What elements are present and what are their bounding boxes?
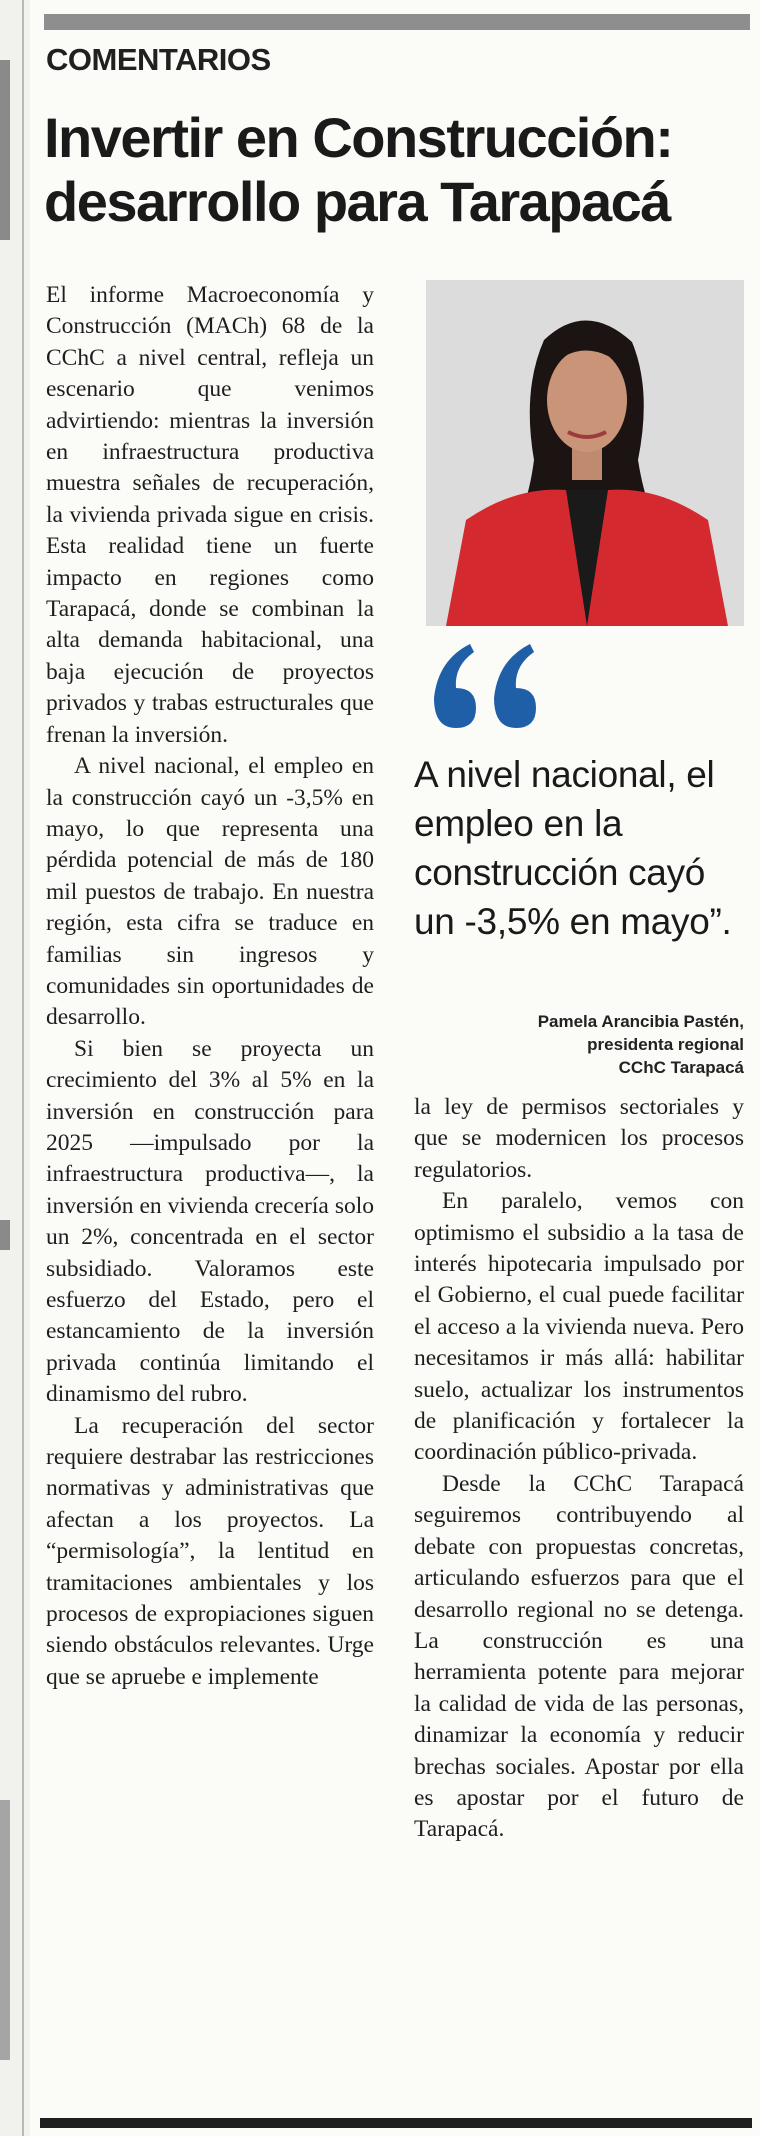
adjacent-page-fragment — [0, 1220, 10, 1250]
column-rule — [22, 0, 24, 2136]
author-name: Pamela Arancibia Pastén, — [537, 1012, 744, 1031]
headline-line-1: Invertir en Construcción: — [44, 106, 673, 169]
bottom-rule-bar — [40, 2118, 752, 2128]
author-photo — [426, 280, 744, 626]
paragraph: El informe Macroeconomía y Construcción (MACh) 68 de la CChC a nivel central, refleja un escenario que venimos advirtiendo: mientras la inversión en infraestructura productiva muestra señales de recuperación, la vivienda privada sigue en crisis. Esta realidad tiene un fuerte impacto en regiones como Tarapacá, donde se combinan la alta demanda habitacional, una baja ejecución de proyectos privados y trabas estructurales que frenan la inversión. — [46, 282, 374, 748]
quote-mark-icon — [420, 636, 540, 736]
adjacent-page-fragment — [0, 1800, 10, 2060]
adjacent-page-margin — [0, 0, 30, 2136]
quote-attribution — [414, 1010, 744, 1079]
paragraph: la ley de permisos sectoriales y que se modernicen los procesos regulatorios. — [414, 1094, 744, 1183]
paragraph: Si bien se proyecta un crecimiento del 3% al 5% en la inversión en construcción para 2025 —impulsado por la infraestructura productiva—, la inversión en vivienda crecería solo un 2%, concentrada en el sector subsidiado. Valoramos este esfuerzo del Estado, pero el estancamiento de la inversión privada continúa limitando el dinamismo del rubro. — [46, 1035, 374, 1408]
paragraph: La recuperación del sector requiere destrabar las restricciones normativas y administrativas que afectan a los proyectos. La “permisología”, la lentitud en tramitaciones ambientales y los procesos de expropiaciones siguen siendo obstáculos relevantes. Urge que se apruebe e implemente — [46, 1412, 374, 1690]
adjacent-page-fragment — [0, 60, 10, 240]
section-label: COMENTARIOS — [46, 42, 271, 77]
author-role: presidenta regional — [587, 1035, 744, 1054]
author-org: CChC Tarapacá — [618, 1058, 744, 1077]
paragraph: En paralelo, vemos con optimismo el subsidio a la tasa de interés hipotecaria impulsado por el Gobierno, el cual puede facilitar el acceso a la vivienda nueva. Pero necesitamos ir más allá: habilitar suelo, actualizar los instrumentos de planificación y fortalecer la coordinación público-privada. — [414, 1188, 744, 1466]
headline-line-2: desarrollo para Tarapacá — [44, 170, 670, 233]
pull-quote: A nivel nacional, el empleo en la construcción cayó un -3,5% en mayo”. — [414, 754, 732, 942]
article-column-right — [414, 1092, 744, 1846]
headline — [44, 106, 744, 234]
article-column-left — [46, 280, 374, 1693]
top-rule-bar — [44, 14, 750, 30]
paragraph: Desde la CChC Tarapacá seguiremos contribuyendo al debate con propuestas concretas, articulando esfuerzos para que el desarrollo regional no se detenga. La construcción es una herramienta potente para mejorar la calidad de vida de las personas, dinamizar la economía y reducir brechas sociales. Apostar por ella es apostar por el futuro de Tarapacá. — [414, 1470, 744, 1843]
paragraph: A nivel nacional, el empleo en la construcción cayó un -3,5% en mayo, lo que representa una pérdida potencial de más de 180 mil puestos de trabajo. En nuestra región, esta cifra se traduce en familias sin ingresos y comunidades sin oportunidades de desarrollo. — [46, 753, 374, 1031]
portrait-illustration — [426, 280, 744, 626]
